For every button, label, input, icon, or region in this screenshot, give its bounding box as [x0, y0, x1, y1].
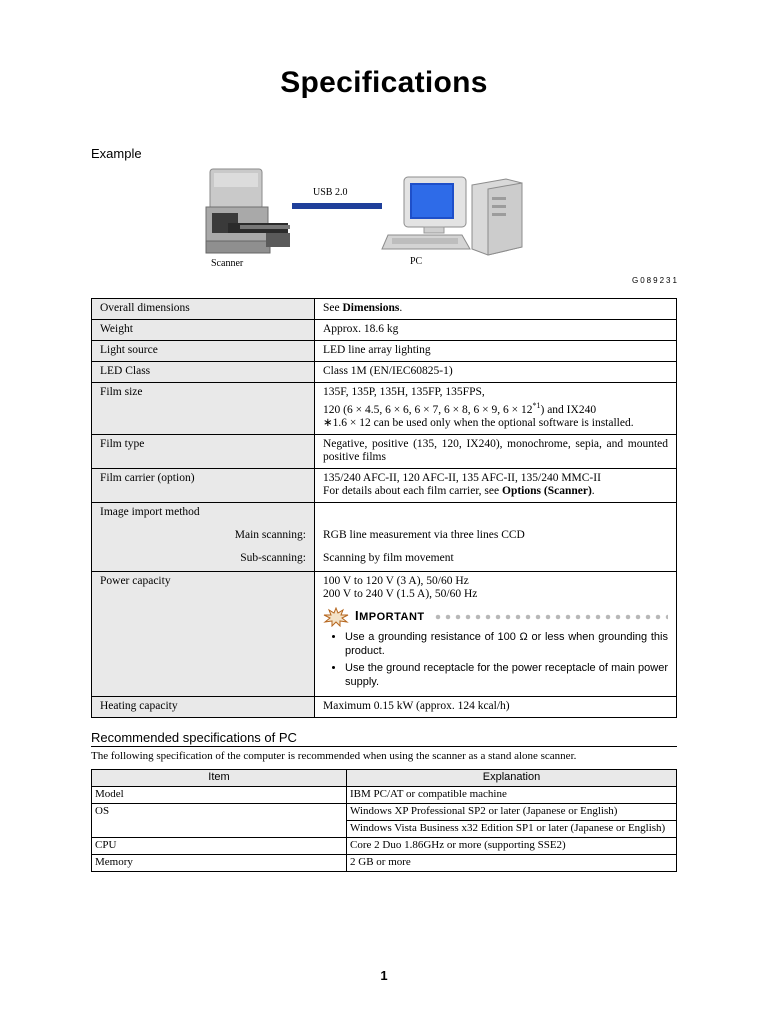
dotted-rule — [433, 614, 668, 620]
value-suffix: . — [399, 302, 403, 314]
table-row — [92, 855, 677, 872]
row-label: Film type — [92, 434, 315, 468]
table-row — [92, 838, 677, 855]
row-label: Weight — [92, 320, 315, 341]
table-row — [92, 468, 677, 502]
explanation-cell: IBM PC/AT or compatible machine — [347, 787, 677, 804]
row-label: Power capacity — [92, 571, 315, 696]
row-label: Light source — [92, 341, 315, 362]
value-text: See — [323, 302, 343, 314]
value-text: 120 (6 × 4.5, 6 × 6, 6 × 7, 6 × 8, 6 × 9, 6 × 12 — [323, 403, 533, 416]
row-value — [315, 383, 677, 435]
dimensions-link[interactable]: Dimensions — [342, 302, 400, 314]
value-line: 135/240 AFC-II, 120 AFC-II, 135 AFC-II, 135/240 MMC-II — [323, 471, 601, 484]
row-label: LED Class — [92, 362, 315, 383]
value-line: 200 V to 240 V (1.5 A), 50/60 Hz — [323, 587, 478, 600]
table-row — [92, 502, 677, 571]
table-row — [92, 434, 677, 468]
explanation-cell: 2 GB or more — [347, 855, 677, 872]
pc-spec-table — [91, 769, 677, 872]
important-rest: MPORTANT — [359, 611, 425, 624]
row-label: Heating capacity — [92, 696, 315, 717]
scanner-label: Scanner — [211, 258, 244, 269]
scanner-pc-illustration — [200, 163, 530, 275]
list-item: • Use a grounding resistance of 100 Ω or less when grounding this product. — [345, 630, 668, 658]
list-item: • Use the ground receptacle for the power receptacle of main power supply. — [345, 661, 668, 689]
item-cell: Memory — [92, 855, 347, 872]
main-scanning-value: RGB line measurement via three lines CCD — [323, 528, 525, 541]
specifications-table — [91, 298, 677, 718]
table-row — [92, 362, 677, 383]
heading-rule — [91, 746, 677, 747]
table-row — [92, 341, 677, 362]
figure-code: G089231 — [632, 276, 679, 285]
important-notice-header — [323, 607, 668, 627]
row-value — [315, 299, 677, 320]
important-title — [355, 609, 425, 624]
sub-scanning-value: Scanning by film movement — [323, 551, 454, 564]
value-line — [323, 485, 668, 498]
section-intro: The following specification of the computer is recommended when using the scanner as a stand alone scanner. — [91, 750, 577, 762]
row-value — [315, 502, 677, 571]
usb-label: USB 2.0 — [313, 187, 348, 198]
sub-scanning-label: Sub-scanning: — [240, 551, 306, 564]
value-line: 135F, 135P, 135H, 135FP, 135FPS, — [323, 386, 485, 398]
row-value: Approx. 18.6 kg — [315, 320, 677, 341]
column-header-explanation: Explanation — [347, 770, 677, 787]
footnote: ∗1.6 × 12 can be used only when the optional software is installed. — [323, 416, 634, 429]
row-label: Overall dimensions — [92, 299, 315, 320]
usb-cable — [292, 203, 382, 209]
table-row — [92, 320, 677, 341]
row-label — [92, 502, 315, 571]
row-label: Film carrier (option) — [92, 468, 315, 502]
row-value: LED line array lighting — [315, 341, 677, 362]
item-cell: Model — [92, 787, 347, 804]
important-list — [323, 630, 668, 689]
important-icon — [323, 607, 349, 627]
row-label: Film size — [92, 383, 315, 435]
table-header-row — [92, 770, 677, 787]
item-cell: OS — [92, 804, 347, 838]
page-number: 1 — [380, 968, 388, 983]
pc-tower-image — [472, 179, 522, 255]
table-row — [92, 787, 677, 804]
value-suffix: ) and IX240 — [540, 403, 597, 416]
section-heading: Recommended specifications of PC — [91, 730, 297, 745]
column-header-item: Item — [92, 770, 347, 787]
image-import-label: Image import method — [100, 505, 200, 518]
pc-label: PC — [410, 256, 423, 267]
row-value — [315, 571, 677, 696]
example-label: Example — [91, 146, 142, 161]
footnote-marker: *1 — [532, 401, 541, 410]
value-line — [323, 399, 668, 417]
value-text: For details about each film carrier, see — [323, 484, 502, 497]
row-value — [315, 468, 677, 502]
explanation-cell: Core 2 Duo 1.86GHz or more (supporting SSE2) — [347, 838, 677, 855]
pc-monitor-image — [382, 177, 470, 249]
example-figure — [200, 163, 530, 275]
value-line: 100 V to 120 V (3 A), 50/60 Hz — [323, 574, 469, 587]
value-suffix: . — [591, 484, 595, 497]
row-value: Negative, positive (135, 120, IX240), monochrome, sepia, and mounted positive films — [315, 434, 677, 468]
table-row — [92, 383, 677, 435]
explanation-cell: Windows Vista Business x32 Edition SP1 or later (Japanese or English) — [347, 821, 677, 838]
scanner-image — [206, 169, 290, 253]
main-scanning-label: Main scanning: — [234, 528, 306, 541]
important-initial: I — [355, 608, 360, 624]
table-row — [92, 804, 677, 821]
options-scanner-link[interactable]: Options (Scanner) — [502, 484, 592, 497]
table-row — [92, 696, 677, 717]
page-title: Specifications — [280, 66, 488, 99]
table-row — [92, 299, 677, 320]
item-cell: CPU — [92, 838, 347, 855]
table-row — [92, 571, 677, 696]
explanation-cell: Windows XP Professional SP2 or later (Japanese or English) — [347, 804, 677, 821]
row-value: Class 1M (EN/IEC60825-1) — [315, 362, 677, 383]
row-value: Maximum 0.15 kW (approx. 124 kcal/h) — [315, 696, 677, 717]
